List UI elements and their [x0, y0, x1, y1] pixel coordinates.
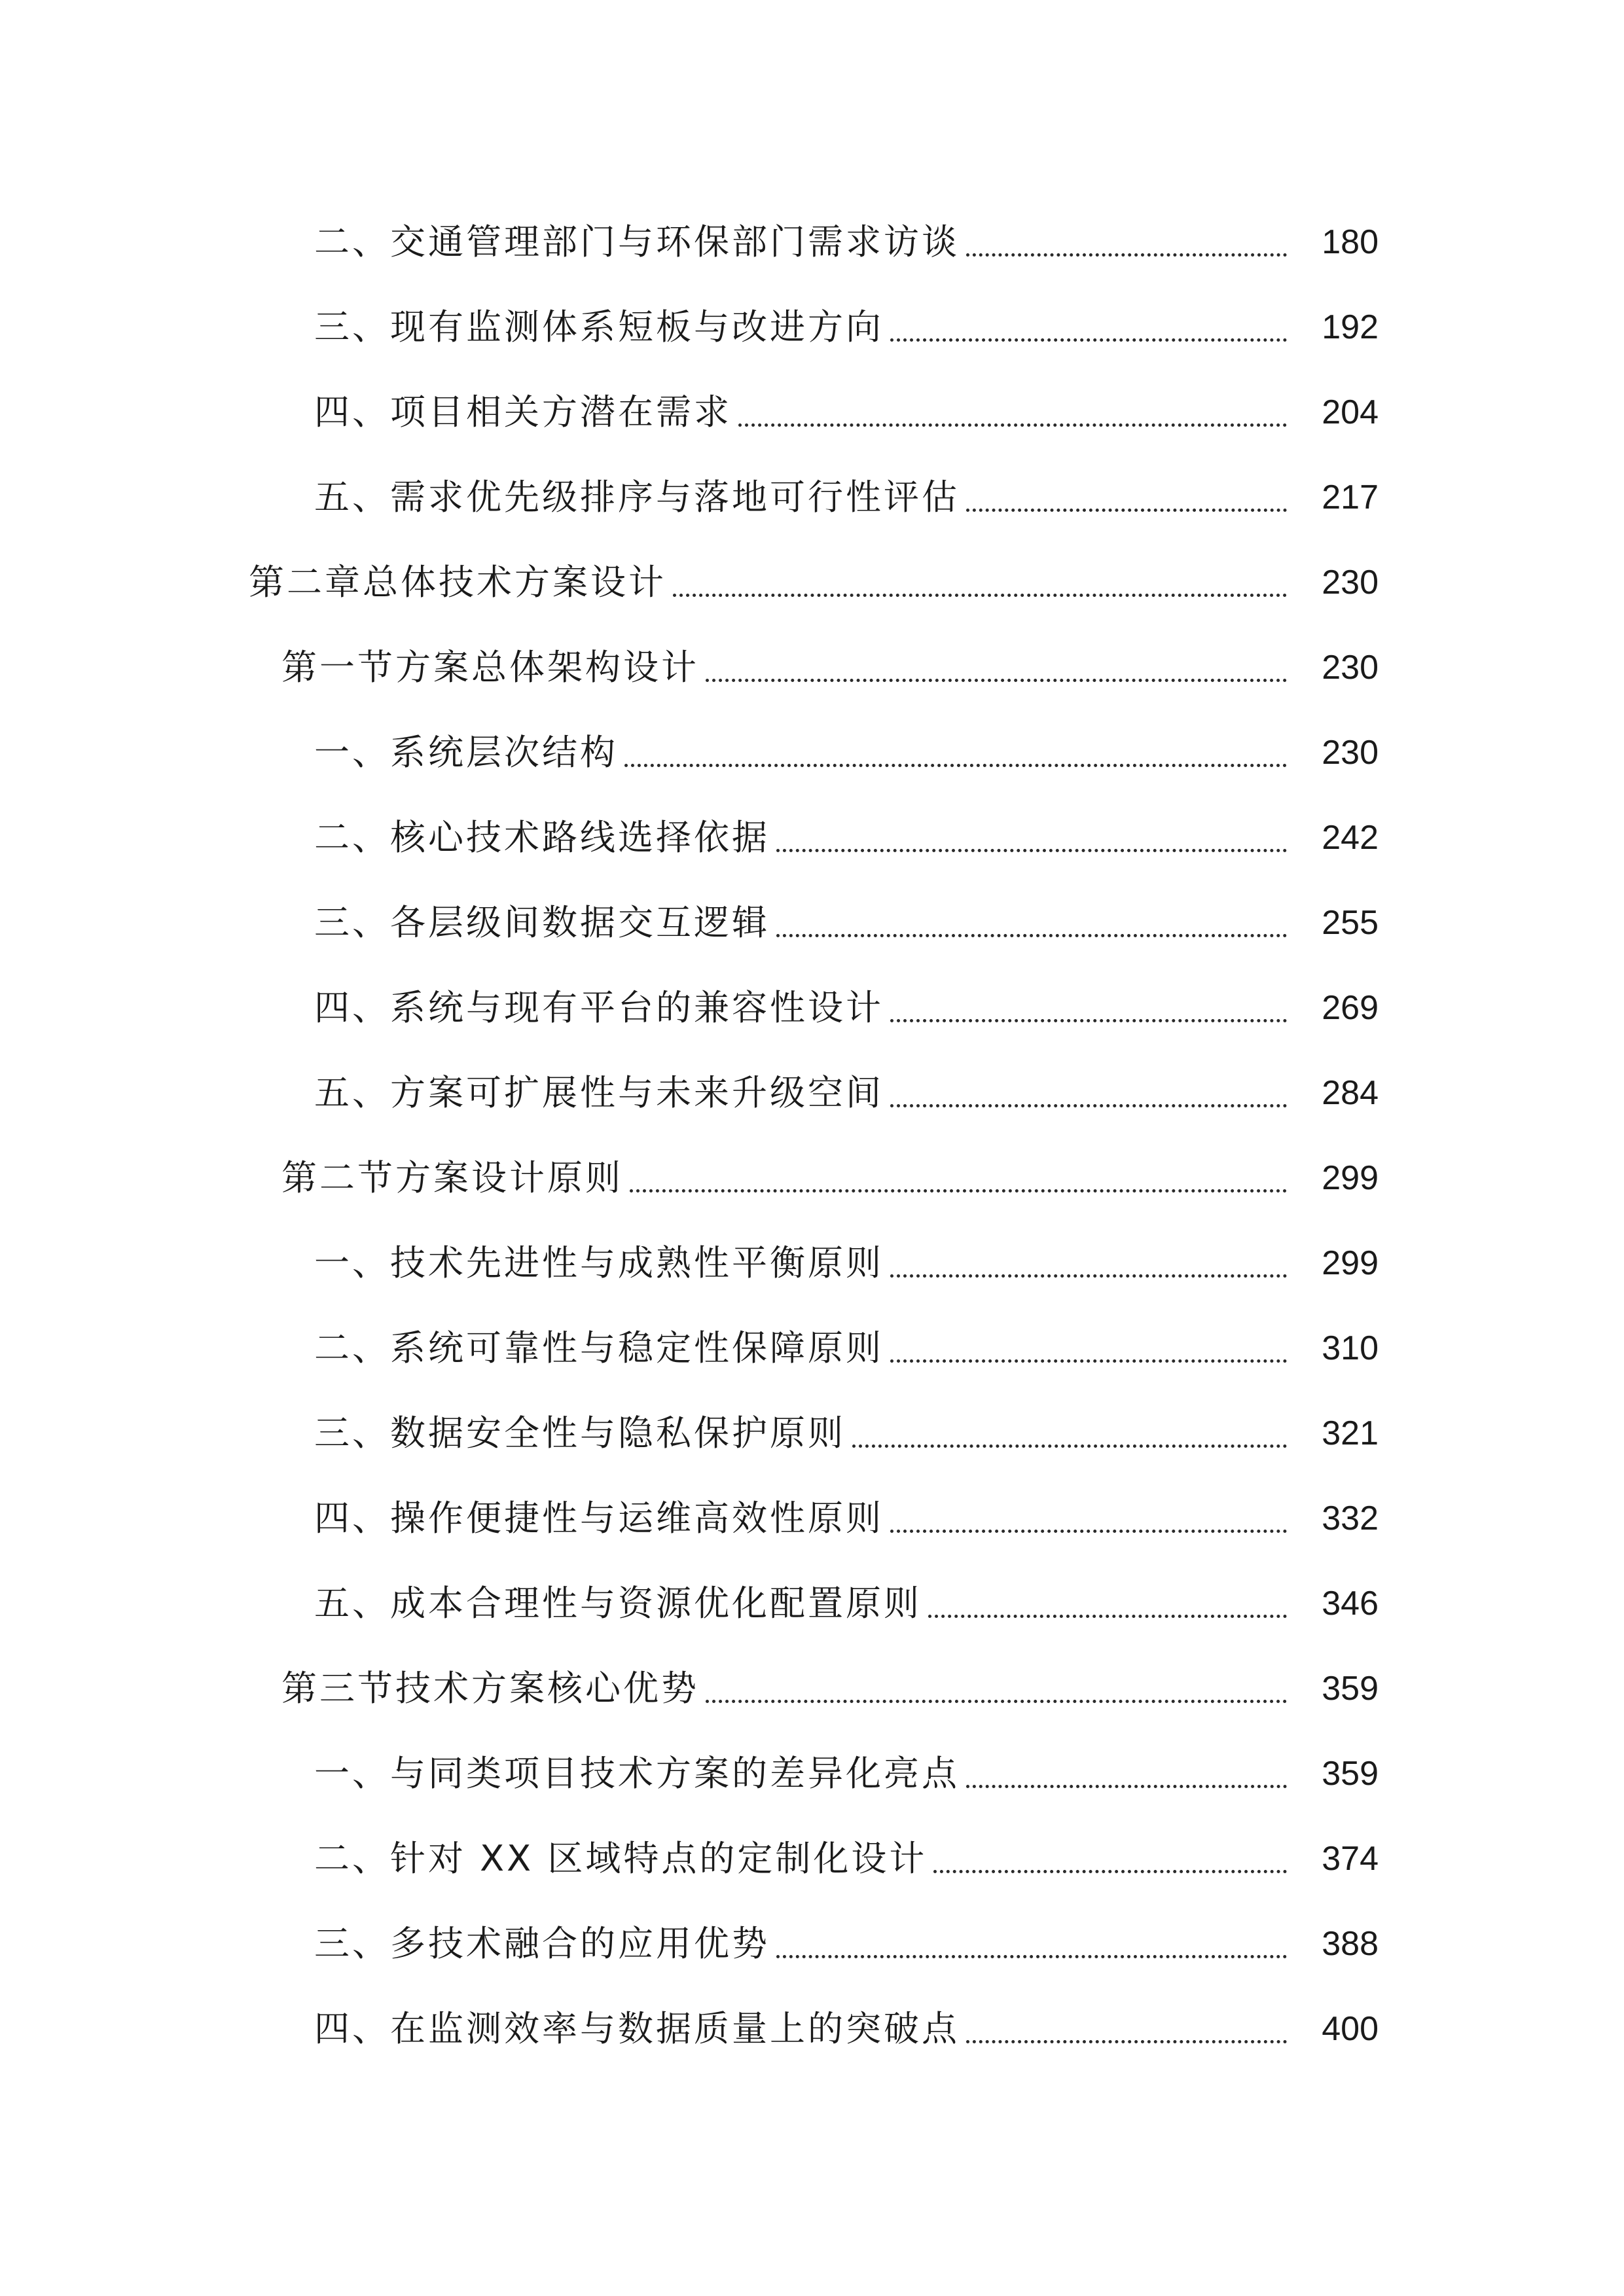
toc-entry[interactable]	[0, 1731, 1624, 1816]
toc-entry-page: 359	[1322, 1755, 1379, 1793]
toc-entry-page: 242	[1322, 819, 1379, 857]
toc-entry[interactable]	[0, 1391, 1624, 1476]
toc-entry-title: 一、系统层次结构	[314, 732, 618, 773]
toc-entry-page: 284	[1322, 1074, 1379, 1112]
toc-entry-title: 二、交通管理部门与环保部门需求访谈	[314, 221, 960, 262]
toc-dot-leader	[890, 984, 1287, 1022]
toc-entry-title: 四、项目相关方潜在需求	[314, 391, 732, 433]
toc-dot-leader	[890, 1239, 1287, 1278]
toc-dot-leader	[890, 303, 1287, 342]
toc-entry-title: 第一节方案总体架构设计	[281, 647, 699, 688]
toc-entry-title: 五、方案可扩展性与未来升级空间	[314, 1072, 884, 1113]
toc-dot-leader	[966, 218, 1287, 257]
toc-entry-page: 204	[1322, 393, 1379, 431]
toc-entry-page: 269	[1322, 989, 1379, 1027]
toc-section-entry[interactable]	[0, 1646, 1624, 1731]
toc-entry-page: 180	[1322, 223, 1379, 261]
toc-dot-leader	[852, 1409, 1287, 1448]
toc-dot-leader	[776, 814, 1287, 852]
toc-entry-title: 二、系统可靠性与稳定性保障原则	[314, 1327, 884, 1369]
toc-entry-page: 192	[1322, 308, 1379, 346]
toc-dot-leader	[928, 1579, 1287, 1618]
toc-dot-leader	[890, 1494, 1287, 1533]
toc-entry-title: 二、核心技术路线选择依据	[314, 817, 770, 858]
toc-entry-page: 299	[1322, 1244, 1379, 1282]
toc-section-entry[interactable]	[0, 625, 1624, 710]
toc-entry-page: 310	[1322, 1329, 1379, 1367]
toc-entry[interactable]	[0, 1306, 1624, 1391]
toc-entry-page: 359	[1322, 1670, 1379, 1708]
toc-entry-page: 255	[1322, 904, 1379, 942]
toc-dot-leader	[890, 1324, 1287, 1363]
toc-dot-leader	[776, 1920, 1287, 1958]
toc-entry-page: 230	[1322, 564, 1379, 601]
toc-entry-title: 一、与同类项目技术方案的差异化亮点	[314, 1753, 960, 1794]
table-of-contents	[0, 200, 1624, 2072]
toc-dot-leader	[624, 728, 1287, 767]
toc-entry-page: 230	[1322, 649, 1379, 687]
toc-entry-page: 388	[1322, 1925, 1379, 1963]
toc-entry-title: 四、操作便捷性与运维高效性原则	[314, 1498, 884, 1539]
toc-dot-leader	[738, 388, 1287, 427]
toc-entry-title: 五、成本合理性与资源优化配置原则	[314, 1583, 922, 1624]
toc-entry-title: 五、需求优先级排序与落地可行性评估	[314, 476, 960, 518]
toc-entry[interactable]	[0, 1050, 1624, 1136]
toc-entry-page: 332	[1322, 1499, 1379, 1537]
toc-entry-page: 321	[1322, 1414, 1379, 1452]
toc-dot-leader	[966, 2005, 1287, 2043]
toc-entry[interactable]	[0, 1561, 1624, 1646]
toc-dot-leader	[933, 1835, 1287, 1873]
toc-entry-title: 第三节技术方案核心优势	[281, 1668, 699, 1709]
toc-dot-leader	[706, 1664, 1287, 1703]
toc-entry-title: 三、多技术融合的应用优势	[314, 1923, 770, 1964]
toc-entry[interactable]	[0, 285, 1624, 370]
toc-entry[interactable]	[0, 880, 1624, 965]
toc-entry-page: 400	[1322, 2010, 1379, 2048]
toc-entry[interactable]	[0, 965, 1624, 1050]
toc-entry-page: 299	[1322, 1159, 1379, 1197]
toc-dot-leader	[673, 558, 1287, 597]
toc-dot-leader	[966, 473, 1287, 512]
toc-entry[interactable]	[0, 370, 1624, 455]
toc-chapter-entry[interactable]	[0, 540, 1624, 625]
toc-entry-page: 230	[1322, 734, 1379, 772]
toc-dot-leader	[630, 1154, 1287, 1193]
toc-entry-title: 一、技术先进性与成熟性平衡原则	[314, 1242, 884, 1283]
toc-entry[interactable]	[0, 1901, 1624, 1986]
toc-entry-title: 二、针对 XX 区域特点的定制化设计	[314, 1838, 928, 1879]
toc-entry[interactable]	[0, 795, 1624, 880]
toc-dot-leader	[776, 899, 1287, 937]
toc-entry-title: 三、数据安全性与隐私保护原则	[314, 1412, 846, 1454]
toc-entry-title: 四、在监测效率与数据质量上的突破点	[314, 2008, 960, 2049]
toc-entry-page: 374	[1322, 1840, 1379, 1878]
toc-entry-page: 217	[1322, 478, 1379, 516]
toc-entry[interactable]	[0, 710, 1624, 795]
toc-entry-title: 第二节方案设计原则	[281, 1157, 623, 1198]
toc-entry[interactable]	[0, 200, 1624, 285]
toc-entry[interactable]	[0, 1986, 1624, 2072]
toc-dot-leader	[890, 1069, 1287, 1107]
toc-entry[interactable]	[0, 1476, 1624, 1561]
toc-entry-page: 346	[1322, 1585, 1379, 1623]
toc-entry-title: 三、各层级间数据交互逻辑	[314, 902, 770, 943]
toc-dot-leader	[966, 1749, 1287, 1788]
toc-dot-leader	[706, 643, 1287, 682]
toc-entry[interactable]	[0, 1221, 1624, 1306]
toc-entry[interactable]	[0, 455, 1624, 540]
toc-entry[interactable]	[0, 1816, 1624, 1901]
toc-entry-title: 第二章总体技术方案设计	[249, 562, 666, 603]
toc-section-entry[interactable]	[0, 1136, 1624, 1221]
toc-entry-title: 三、现有监测体系短板与改进方向	[314, 306, 884, 348]
toc-entry-title: 四、系统与现有平台的兼容性设计	[314, 987, 884, 1028]
